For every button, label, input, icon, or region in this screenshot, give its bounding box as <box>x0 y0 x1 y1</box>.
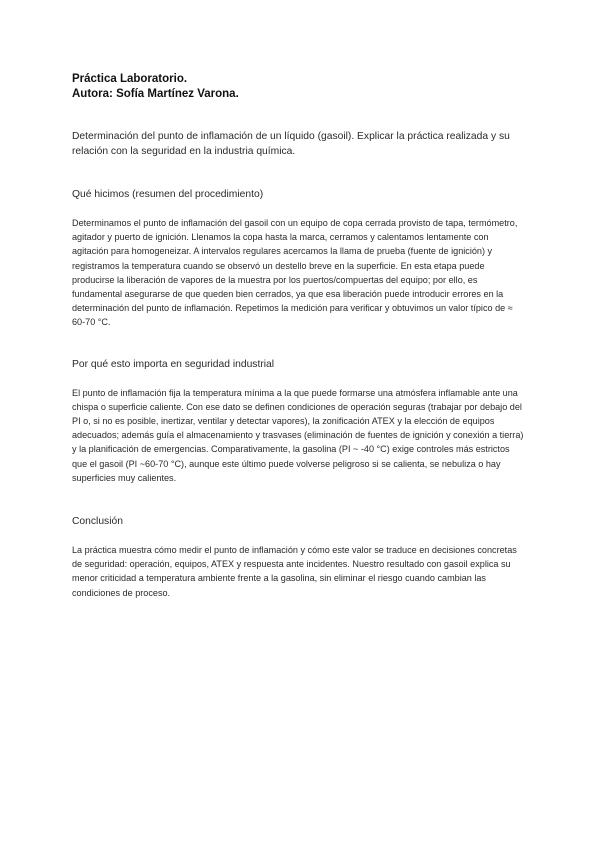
section-title-safety: Por qué esto importa en seguridad industrial <box>72 358 275 370</box>
section-title-conclusion: Conclusión <box>72 516 123 528</box>
section-title-procedure: Qué hicimos (resumen del procedimiento) <box>72 189 264 200</box>
section-body-conclusion: La práctica muestra cómo medir el punto de inflamación y cómo este valor se traduce en decisiones concretas de seguridad: operación, equipos, ATEX y respuesta ante incidentes. Nuestro resultado con gasoil explica su menor criticidad a temperatura ambiente frente a la gasolina, sin eliminar el riesgo cuando cambian las condiciones de proceso. <box>72 545 517 598</box>
document-author: Autora: Sofía Martínez Varona. <box>72 88 239 100</box>
section-body-safety: El punto de inflamación fija la temperatura mínima a la que puede formarse una atmósfera inflamable ante una chispa o superficie caliente. Con ese dato se definen condiciones de operación seguras (trabajar por debajo del PI o, si no es posible, inertizar, ventilar y detectar vapores), la zonificación ATEX y la elección de equipos adecuados; además guía el almacenamiento y trasvases (eliminación de fuentes de ignición y conexión a tierra) y la planificación de emergencias. Comparativamente, la gasolina (PI ~ -40 °C) exige controles más estrictos que el gasoil (PI ~60-70 °C), aunque este último puede volverse peligroso si se calienta, se nebuliza o hay superficies muy calientes. <box>72 387 524 483</box>
intro-paragraph: Determinación del punto de inflamación de un líquido (gasoil). Explicar la práctica realizada y su relación con la seguridad en la industria química. <box>72 131 510 157</box>
section-body-procedure: Determinamos el punto de inflamación del gasoil con un equipo de copa cerrada provisto de tapa, termómetro, agitador y puerto de ignición. Llenamos la copa hasta la marca, cerramos y calentamos lentamente con agitación para homogeneizar. A intervalos regulares acercamos la llama de prueba (fuente de ignición) y registramos la temperatura cuando se observó un destello breve en la superficie. En esta etapa puede producirse la liberación de vapores de la muestra por los puertos/compuertas del equipo; por ello, es fundamental asegurarse de que queden bien cerrados, ya que esa liberación puede introducir errores en la determinación del punto de inflamación. Repetimos la medición para verificar y obtuvimos un valor típico de ≈ 60-70 °C. <box>72 218 518 328</box>
document-title: Práctica Laboratorio. <box>72 73 188 85</box>
document-content <box>72 72 524 600</box>
